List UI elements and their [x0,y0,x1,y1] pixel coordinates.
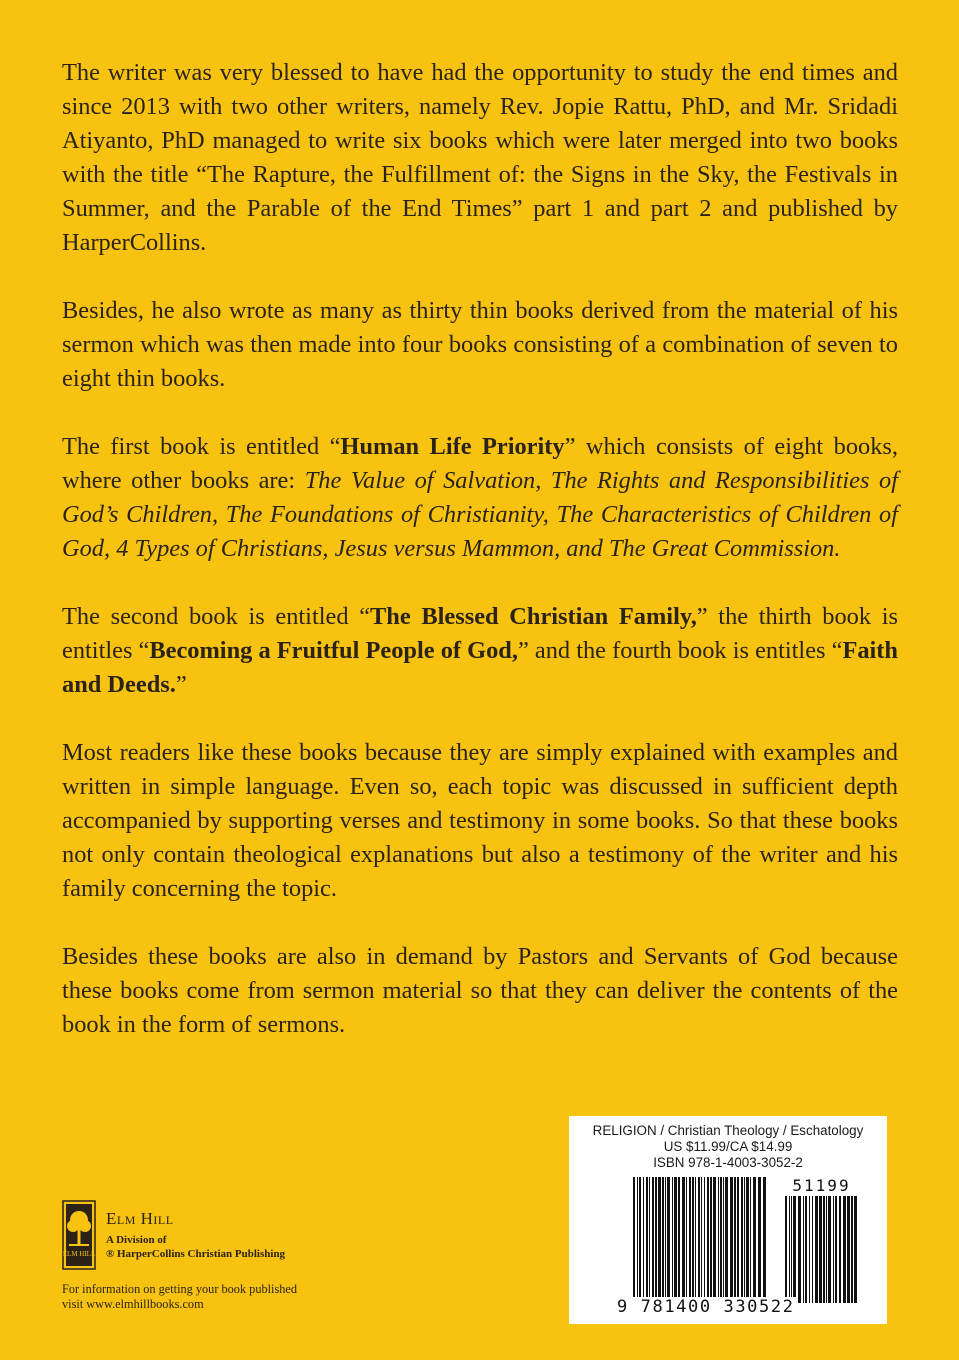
book-title-bold: Becoming a Fruitful People of God, [149,637,518,664]
book-title-bold: The Blessed Christian Family, [370,603,697,630]
publishing-info [62,1282,362,1312]
price-label: US $11.99/CA $14.99 [663,1139,793,1154]
text-run: ” the thirth book is entitles “ [62,603,898,664]
addon-barcode-icon [785,1196,858,1303]
info-line-2: visit www.elmhillbooks.com [62,1297,204,1311]
text-run: ” and the fourth book is entitles “ [517,637,843,664]
publisher-name: Elm Hill [106,1209,174,1228]
paragraph-3 [62,430,898,566]
text-run: The first book is entitled “ [62,433,341,460]
book-titles-italic: The Value of Salvation, The Rights and Responsibilities of God’s Children, The Foundations of Christianity, The Characteristics of Children of God, 4 Types of Christians, Jesus versus Mammon, and The Great Commission. [62,467,899,562]
text-run: ” [175,671,187,698]
barcode-icon [633,1177,769,1303]
division-line-2: ® HarperCollins Christian Publishing [106,1248,286,1260]
category-label: RELIGION / Christian Theology / Eschatology [592,1123,864,1138]
publisher-logo [62,1200,352,1270]
isbn-label: ISBN 978-1-4003-3052-2 [653,1155,803,1170]
description-text [62,56,898,1076]
book-title-bold: Human Life Priority [340,433,565,460]
paragraph-2 [62,294,898,396]
text-run: Most readers like these books because they are simply explained with examples and written in simple language. Even so, each topic was discussed in sufficient depth accompanied by supporting verses and testimony in some books. So that these books not only contain theological explanations but also a testimony of the writer and his family concerning the topic. [62,739,898,902]
paragraph-4 [62,600,898,702]
paragraph-5 [62,736,898,906]
division-line-1: A Division of [106,1234,167,1246]
barcode-digits: 9 781400 330522 [617,1297,795,1317]
text-run: The second book is entitled “ [62,603,371,630]
text-run: Besides these books are also in demand by Pastors and Servants of God because these books come from sermon material so that they can deliver the contents of the book in the form of sermons. [62,943,898,1038]
paragraph-1 [62,56,898,260]
text-run: The writer was very blessed to have had the opportunity to study the end times and since 2013 with two other writers, namely Rev. Jopie Rattu, PhD, and Mr. Sridadi Atiyanto, PhD managed to write six books which were later merged into two books with the title “The Rapture, the Fulfillment of: the Signs in the Sky, the Festivals in Summer, and the Parable of the End Times” part 1 and part 2 and published by HarperCollins. [62,59,898,256]
text-run: Besides, he also wrote as many as thirty thin books derived from the material of his sermon which was then made into four books consisting of a combination of seven to eight thin books. [62,297,898,392]
book-title-bold: Faith and Deeds. [62,637,898,698]
elm-tree-logo-icon [62,1200,96,1270]
paragraph-6 [62,940,898,1042]
logo-text: ELM HILL [62,1250,96,1258]
barcode-box [569,1116,887,1324]
addon-number: 51199 [792,1176,851,1195]
text-run: ” which consists of eight books, where other books are: [62,433,898,494]
info-line-1: For information on getting your book published [62,1282,297,1296]
